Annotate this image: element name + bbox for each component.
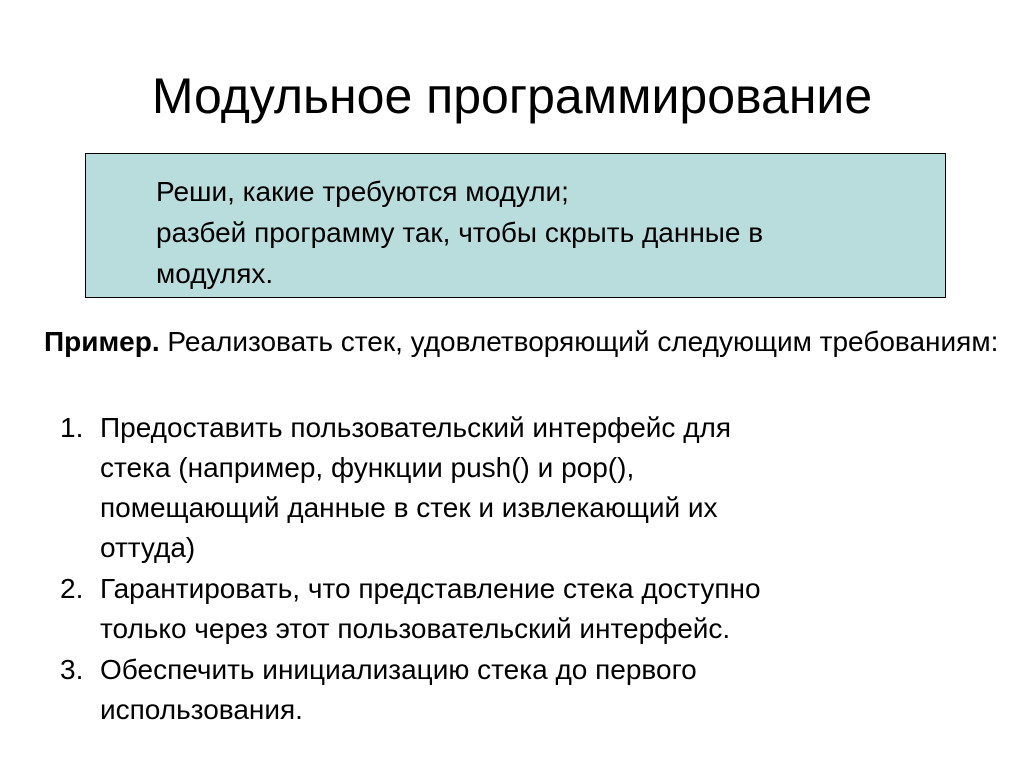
callout-line: модулях. <box>156 258 274 289</box>
example-text: Реализовать стек, удовлетворяющий следующим требованиям: <box>159 326 999 357</box>
example-label: Пример. <box>44 326 160 357</box>
list-item <box>0 408 900 568</box>
list-item-line: помещающий данные в стек и извлекающий их <box>100 492 718 523</box>
callout-box <box>85 153 946 298</box>
list-item-line: Предоставить пользовательский интерфейс для <box>100 412 732 443</box>
requirements-list <box>0 408 1024 731</box>
list-item-number: 3. <box>60 654 84 685</box>
callout-line: Реши, какие требуются модули; <box>156 176 569 207</box>
list-item-line: только через этот пользовательский интерфейс. <box>100 613 731 644</box>
list-item-line: стека (например, функции push() и pop(), <box>100 452 635 483</box>
list-item <box>0 569 900 649</box>
callout-text <box>156 171 916 294</box>
slide-title: Модульное программирование <box>151 68 873 124</box>
list-item-line: использования. <box>100 694 303 725</box>
example-paragraph <box>44 322 1004 362</box>
list-item-number: 2. <box>60 573 84 604</box>
list-item <box>0 650 900 730</box>
list-item-line: Гарантировать, что представление стека доступно <box>100 573 761 604</box>
list-item-line: оттуда) <box>100 532 196 563</box>
list-item-number: 1. <box>60 412 84 443</box>
callout-line: разбей программу так, чтобы скрыть данные в <box>156 217 764 248</box>
list-item-line: Обеспечить инициализацию стека до первого <box>100 654 697 685</box>
